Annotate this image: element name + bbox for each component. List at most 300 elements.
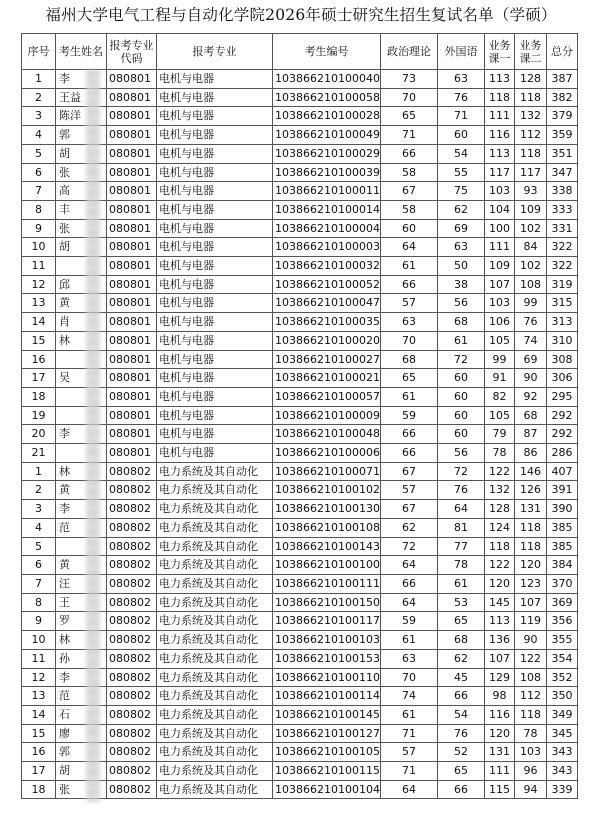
name-redaction-blur — [86, 70, 100, 802]
cell-major-code: 080801 — [107, 200, 157, 219]
cell-course-1: 117 — [484, 163, 514, 182]
cell-course-2: 69 — [514, 350, 546, 369]
cell-foreign-language: 72 — [437, 350, 484, 369]
cell-major-code: 080801 — [107, 406, 157, 425]
table-row — [22, 462, 578, 481]
cell-exam-id: 103866210100049 — [273, 126, 381, 145]
cell-index: 19 — [22, 406, 56, 425]
table-row — [22, 780, 578, 799]
table-row — [22, 350, 578, 369]
cell-politics: 61 — [380, 705, 437, 724]
cell-major-code: 080801 — [107, 238, 157, 257]
table-row — [22, 387, 578, 406]
cell-major-code: 080801 — [107, 331, 157, 350]
header-course-2: 业务课二 — [514, 34, 546, 70]
cell-index: 11 — [22, 257, 56, 276]
cell-major: 电机与电器 — [157, 257, 273, 276]
cell-exam-id: 103866210100102 — [273, 481, 381, 500]
cell-exam-id: 103866210100105 — [273, 743, 381, 762]
cell-name: 张 — [56, 780, 107, 799]
cell-politics: 64 — [380, 238, 437, 257]
cell-foreign-language: 60 — [437, 369, 484, 388]
cell-index: 18 — [22, 387, 56, 406]
cell-course-1: 91 — [484, 369, 514, 388]
cell-exam-id: 103866210100100 — [273, 556, 381, 575]
cell-course-1: 107 — [484, 275, 514, 294]
cell-major: 电力系统及其自动化 — [157, 537, 273, 556]
cell-exam-id: 103866210100027 — [273, 350, 381, 369]
cell-exam-id: 103866210100004 — [273, 219, 381, 238]
cell-major: 电力系统及其自动化 — [157, 668, 273, 687]
cell-total: 286 — [546, 444, 577, 463]
cell-major: 电力系统及其自动化 — [157, 687, 273, 706]
cell-major-code: 080802 — [107, 462, 157, 481]
cell-politics: 67 — [380, 500, 437, 519]
cell-exam-id: 103866210100115 — [273, 762, 381, 781]
cell-total: 354 — [546, 649, 577, 668]
cell-course-1: 106 — [484, 313, 514, 332]
cell-major: 电机与电器 — [157, 163, 273, 182]
table-row — [22, 631, 578, 650]
cell-major: 电机与电器 — [157, 219, 273, 238]
cell-course-2: 108 — [514, 275, 546, 294]
table-body — [22, 70, 578, 799]
table-row — [22, 182, 578, 201]
cell-course-1: 103 — [484, 294, 514, 313]
cell-politics: 57 — [380, 294, 437, 313]
cell-index: 3 — [22, 500, 56, 519]
cell-total: 347 — [546, 163, 577, 182]
header-name: 考生姓名 — [56, 34, 107, 70]
cell-major-code: 080801 — [107, 444, 157, 463]
table-row — [22, 294, 578, 313]
cell-foreign-language: 81 — [437, 518, 484, 537]
cell-course-2: 132 — [514, 107, 546, 126]
cell-total: 306 — [546, 369, 577, 388]
cell-course-1: 136 — [484, 631, 514, 650]
cell-foreign-language: 56 — [437, 444, 484, 463]
cell-politics: 70 — [380, 331, 437, 350]
cell-total: 379 — [546, 107, 577, 126]
table-row — [22, 70, 578, 89]
table-row — [22, 444, 578, 463]
cell-major: 电力系统及其自动化 — [157, 780, 273, 799]
cell-major-code: 080802 — [107, 631, 157, 650]
table-row — [22, 612, 578, 631]
cell-course-2: 76 — [514, 313, 546, 332]
cell-course-2: 103 — [514, 743, 546, 762]
cell-total: 319 — [546, 275, 577, 294]
cell-exam-id: 103866210100111 — [273, 574, 381, 593]
cell-major-code: 080802 — [107, 743, 157, 762]
cell-total: 345 — [546, 724, 577, 743]
cell-politics: 59 — [380, 612, 437, 631]
cell-major: 电力系统及其自动化 — [157, 593, 273, 612]
cell-major-code: 080802 — [107, 649, 157, 668]
cell-exam-id: 103866210100145 — [273, 705, 381, 724]
cell-exam-id: 103866210100104 — [273, 780, 381, 799]
cell-course-1: 113 — [484, 612, 514, 631]
cell-foreign-language: 62 — [437, 200, 484, 219]
cell-exam-id: 103866210100103 — [273, 631, 381, 650]
cell-index: 15 — [22, 724, 56, 743]
cell-foreign-language: 77 — [437, 537, 484, 556]
cell-course-2: 120 — [514, 556, 546, 575]
cell-total: 370 — [546, 574, 577, 593]
cell-course-2: 123 — [514, 574, 546, 593]
cell-course-2: 112 — [514, 687, 546, 706]
table-row — [22, 687, 578, 706]
cell-course-1: 99 — [484, 350, 514, 369]
cell-exam-id: 103866210100114 — [273, 687, 381, 706]
cell-course-2: 126 — [514, 481, 546, 500]
cell-exam-id: 103866210100035 — [273, 313, 381, 332]
cell-exam-id: 103866210100117 — [273, 612, 381, 631]
cell-name: 李 — [56, 425, 107, 444]
cell-politics: 64 — [380, 593, 437, 612]
table-row — [22, 574, 578, 593]
cell-exam-id: 103866210100039 — [273, 163, 381, 182]
cell-course-2: 90 — [514, 369, 546, 388]
cell-politics: 66 — [380, 574, 437, 593]
cell-politics: 65 — [380, 369, 437, 388]
cell-course-1: 116 — [484, 126, 514, 145]
cell-total: 313 — [546, 313, 577, 332]
cell-foreign-language: 61 — [437, 331, 484, 350]
cell-total: 310 — [546, 331, 577, 350]
cell-politics: 63 — [380, 649, 437, 668]
table-row — [22, 724, 578, 743]
cell-foreign-language: 60 — [437, 406, 484, 425]
cell-foreign-language: 52 — [437, 743, 484, 762]
cell-major-code: 080801 — [107, 182, 157, 201]
cell-name: 王益 — [56, 88, 107, 107]
cell-major-code: 080802 — [107, 612, 157, 631]
cell-name: 黄 — [56, 294, 107, 313]
cell-index: 7 — [22, 574, 56, 593]
cell-course-2: 94 — [514, 780, 546, 799]
cell-major-code: 080801 — [107, 257, 157, 276]
cell-major-code: 080801 — [107, 294, 157, 313]
table-row — [22, 126, 578, 145]
cell-politics: 58 — [380, 200, 437, 219]
table-header-row — [22, 34, 578, 70]
cell-course-2: 118 — [514, 537, 546, 556]
cell-index: 10 — [22, 631, 56, 650]
cell-course-1: 109 — [484, 257, 514, 276]
cell-politics: 57 — [380, 743, 437, 762]
cell-name: 丰 — [56, 200, 107, 219]
cell-course-1: 128 — [484, 500, 514, 519]
table-row — [22, 556, 578, 575]
cell-total: 382 — [546, 88, 577, 107]
table-row — [22, 537, 578, 556]
cell-course-1: 111 — [484, 107, 514, 126]
cell-index: 14 — [22, 705, 56, 724]
cell-politics: 71 — [380, 126, 437, 145]
cell-index: 15 — [22, 331, 56, 350]
header-index: 序号 — [22, 34, 56, 70]
cell-index: 16 — [22, 350, 56, 369]
cell-index: 18 — [22, 780, 56, 799]
table-row — [22, 668, 578, 687]
cell-total: 322 — [546, 238, 577, 257]
cell-index: 10 — [22, 238, 56, 257]
cell-index: 2 — [22, 88, 56, 107]
cell-major-code: 080802 — [107, 724, 157, 743]
cell-exam-id: 103866210100071 — [273, 462, 381, 481]
cell-politics: 70 — [380, 668, 437, 687]
table-row — [22, 500, 578, 519]
cell-course-1: 79 — [484, 425, 514, 444]
cell-index: 7 — [22, 182, 56, 201]
table-row — [22, 593, 578, 612]
cell-course-1: 129 — [484, 668, 514, 687]
cell-major: 电机与电器 — [157, 144, 273, 163]
cell-course-2: 84 — [514, 238, 546, 257]
cell-major: 电力系统及其自动化 — [157, 762, 273, 781]
header-major: 报考专业 — [157, 34, 273, 70]
table-row — [22, 144, 578, 163]
cell-major: 电机与电器 — [157, 182, 273, 201]
cell-exam-id: 103866210100021 — [273, 369, 381, 388]
cell-course-2: 78 — [514, 724, 546, 743]
cell-exam-id: 103866210100153 — [273, 649, 381, 668]
cell-foreign-language: 63 — [437, 70, 484, 89]
cell-exam-id: 103866210100014 — [273, 200, 381, 219]
cell-course-1: 118 — [484, 88, 514, 107]
cell-major-code: 080801 — [107, 313, 157, 332]
cell-course-2: 146 — [514, 462, 546, 481]
cell-course-1: 116 — [484, 705, 514, 724]
cell-course-2: 68 — [514, 406, 546, 425]
cell-index: 4 — [22, 126, 56, 145]
cell-major-code: 080801 — [107, 275, 157, 294]
cell-name: 郭 — [56, 126, 107, 145]
cell-name: 黄 — [56, 481, 107, 500]
cell-total: 351 — [546, 144, 577, 163]
cell-politics: 57 — [380, 481, 437, 500]
cell-name: 范 — [56, 518, 107, 537]
cell-total: 359 — [546, 126, 577, 145]
cell-name: 孙 — [56, 649, 107, 668]
cell-foreign-language: 75 — [437, 182, 484, 201]
cell-exam-id: 103866210100020 — [273, 331, 381, 350]
cell-foreign-language: 64 — [437, 500, 484, 519]
cell-total: 308 — [546, 350, 577, 369]
cell-politics: 61 — [380, 257, 437, 276]
cell-course-2: 102 — [514, 257, 546, 276]
cell-course-2: 90 — [514, 631, 546, 650]
cell-major: 电机与电器 — [157, 369, 273, 388]
cell-course-2: 107 — [514, 593, 546, 612]
cell-exam-id: 103866210100052 — [273, 275, 381, 294]
cell-name: 高 — [56, 182, 107, 201]
cell-politics: 66 — [380, 144, 437, 163]
header-major-code: 报考专业代码 — [107, 34, 157, 70]
cell-foreign-language: 78 — [437, 556, 484, 575]
table-row — [22, 238, 578, 257]
cell-major-code: 080802 — [107, 556, 157, 575]
cell-name: 李 — [56, 500, 107, 519]
cell-index: 1 — [22, 70, 56, 89]
table-row — [22, 425, 578, 444]
table-row — [22, 107, 578, 126]
cell-politics: 65 — [380, 107, 437, 126]
cell-course-1: 100 — [484, 219, 514, 238]
cell-foreign-language: 38 — [437, 275, 484, 294]
cell-name: 廖 — [56, 724, 107, 743]
cell-name: 张 — [56, 219, 107, 238]
cell-politics: 61 — [380, 387, 437, 406]
cell-major: 电力系统及其自动化 — [157, 631, 273, 650]
cell-major: 电力系统及其自动化 — [157, 556, 273, 575]
cell-major-code: 080802 — [107, 780, 157, 799]
cell-major: 电机与电器 — [157, 350, 273, 369]
cell-total: 369 — [546, 593, 577, 612]
cell-major-code: 080801 — [107, 163, 157, 182]
cell-total: 387 — [546, 70, 577, 89]
cell-major-code: 080802 — [107, 593, 157, 612]
cell-foreign-language: 76 — [437, 724, 484, 743]
cell-major-code: 080802 — [107, 762, 157, 781]
cell-major-code: 080802 — [107, 668, 157, 687]
cell-exam-id: 103866210100058 — [273, 88, 381, 107]
cell-major: 电机与电器 — [157, 444, 273, 463]
cell-total: 338 — [546, 182, 577, 201]
cell-politics: 66 — [380, 275, 437, 294]
cell-course-2: 118 — [514, 518, 546, 537]
cell-course-2: 108 — [514, 668, 546, 687]
cell-index: 2 — [22, 481, 56, 500]
cell-index: 17 — [22, 762, 56, 781]
table-row — [22, 331, 578, 350]
cell-foreign-language: 76 — [437, 481, 484, 500]
cell-major-code: 080801 — [107, 387, 157, 406]
cell-course-2: 118 — [514, 88, 546, 107]
cell-course-2: 119 — [514, 612, 546, 631]
cell-foreign-language: 62 — [437, 649, 484, 668]
cell-major-code: 080801 — [107, 369, 157, 388]
cell-major: 电力系统及其自动化 — [157, 743, 273, 762]
cell-name: 胡 — [56, 762, 107, 781]
cell-name: 张 — [56, 163, 107, 182]
table-row — [22, 406, 578, 425]
cell-politics: 60 — [380, 219, 437, 238]
cell-index: 21 — [22, 444, 56, 463]
cell-major: 电力系统及其自动化 — [157, 518, 273, 537]
table-row — [22, 257, 578, 276]
cell-politics: 66 — [380, 425, 437, 444]
header-total: 总分 — [546, 34, 577, 70]
cell-exam-id: 103866210100009 — [273, 406, 381, 425]
cell-politics: 64 — [380, 780, 437, 799]
cell-foreign-language: 72 — [437, 462, 484, 481]
cell-course-1: 122 — [484, 556, 514, 575]
cell-course-2: 117 — [514, 163, 546, 182]
cell-politics: 58 — [380, 163, 437, 182]
cell-foreign-language: 65 — [437, 612, 484, 631]
cell-major-code: 080802 — [107, 481, 157, 500]
cell-major: 电机与电器 — [157, 70, 273, 89]
cell-major-code: 080802 — [107, 687, 157, 706]
cell-major-code: 080801 — [107, 425, 157, 444]
cell-course-1: 103 — [484, 182, 514, 201]
table-row — [22, 275, 578, 294]
document-title: 福州大学电气工程与自动化学院2026年硕士研究生招生复试名单（学硕） — [45, 6, 557, 24]
cell-index: 8 — [22, 200, 56, 219]
header-foreign-language: 外国语 — [437, 34, 484, 70]
cell-major: 电机与电器 — [157, 88, 273, 107]
cell-course-2: 128 — [514, 70, 546, 89]
cell-politics: 68 — [380, 350, 437, 369]
cell-total: 385 — [546, 518, 577, 537]
cell-total: 343 — [546, 743, 577, 762]
cell-course-1: 115 — [484, 780, 514, 799]
cell-name: 胡 — [56, 238, 107, 257]
cell-index: 6 — [22, 163, 56, 182]
cell-course-1: 118 — [484, 537, 514, 556]
cell-foreign-language: 60 — [437, 126, 484, 145]
cell-major-code: 080801 — [107, 144, 157, 163]
cell-major: 电机与电器 — [157, 294, 273, 313]
cell-major-code: 080802 — [107, 518, 157, 537]
cell-exam-id: 103866210100048 — [273, 425, 381, 444]
cell-major-code: 080802 — [107, 537, 157, 556]
cell-politics: 59 — [380, 406, 437, 425]
cell-exam-id: 103866210100032 — [273, 257, 381, 276]
cell-major-code: 080802 — [107, 574, 157, 593]
cell-politics: 72 — [380, 537, 437, 556]
cell-name: 邱 — [56, 275, 107, 294]
cell-course-1: 78 — [484, 444, 514, 463]
table-row — [22, 369, 578, 388]
cell-major-code: 080801 — [107, 219, 157, 238]
cell-index: 16 — [22, 743, 56, 762]
cell-exam-id: 103866210100108 — [273, 518, 381, 537]
cell-index: 14 — [22, 313, 56, 332]
cell-foreign-language: 54 — [437, 705, 484, 724]
cell-politics: 71 — [380, 762, 437, 781]
cell-name: 李 — [56, 70, 107, 89]
cell-major-code: 080802 — [107, 500, 157, 519]
cell-total: 385 — [546, 537, 577, 556]
cell-name: 罗 — [56, 612, 107, 631]
cell-index: 13 — [22, 294, 56, 313]
cell-course-1: 113 — [484, 70, 514, 89]
cell-total: 292 — [546, 406, 577, 425]
cell-course-1: 131 — [484, 743, 514, 762]
table-row — [22, 313, 578, 332]
cell-foreign-language: 63 — [437, 238, 484, 257]
cell-politics: 70 — [380, 88, 437, 107]
cell-foreign-language: 56 — [437, 294, 484, 313]
cell-name: 李 — [56, 668, 107, 687]
cell-index: 17 — [22, 369, 56, 388]
cell-total: 343 — [546, 762, 577, 781]
cell-exam-id: 103866210100057 — [273, 387, 381, 406]
cell-foreign-language: 76 — [437, 88, 484, 107]
cell-total: 295 — [546, 387, 577, 406]
table-row — [22, 88, 578, 107]
cell-politics: 62 — [380, 518, 437, 537]
cell-name: 林 — [56, 631, 107, 650]
cell-major-code: 080801 — [107, 70, 157, 89]
cell-foreign-language: 54 — [437, 144, 484, 163]
cell-politics: 64 — [380, 556, 437, 575]
cell-course-1: 120 — [484, 574, 514, 593]
cell-major: 电机与电器 — [157, 107, 273, 126]
